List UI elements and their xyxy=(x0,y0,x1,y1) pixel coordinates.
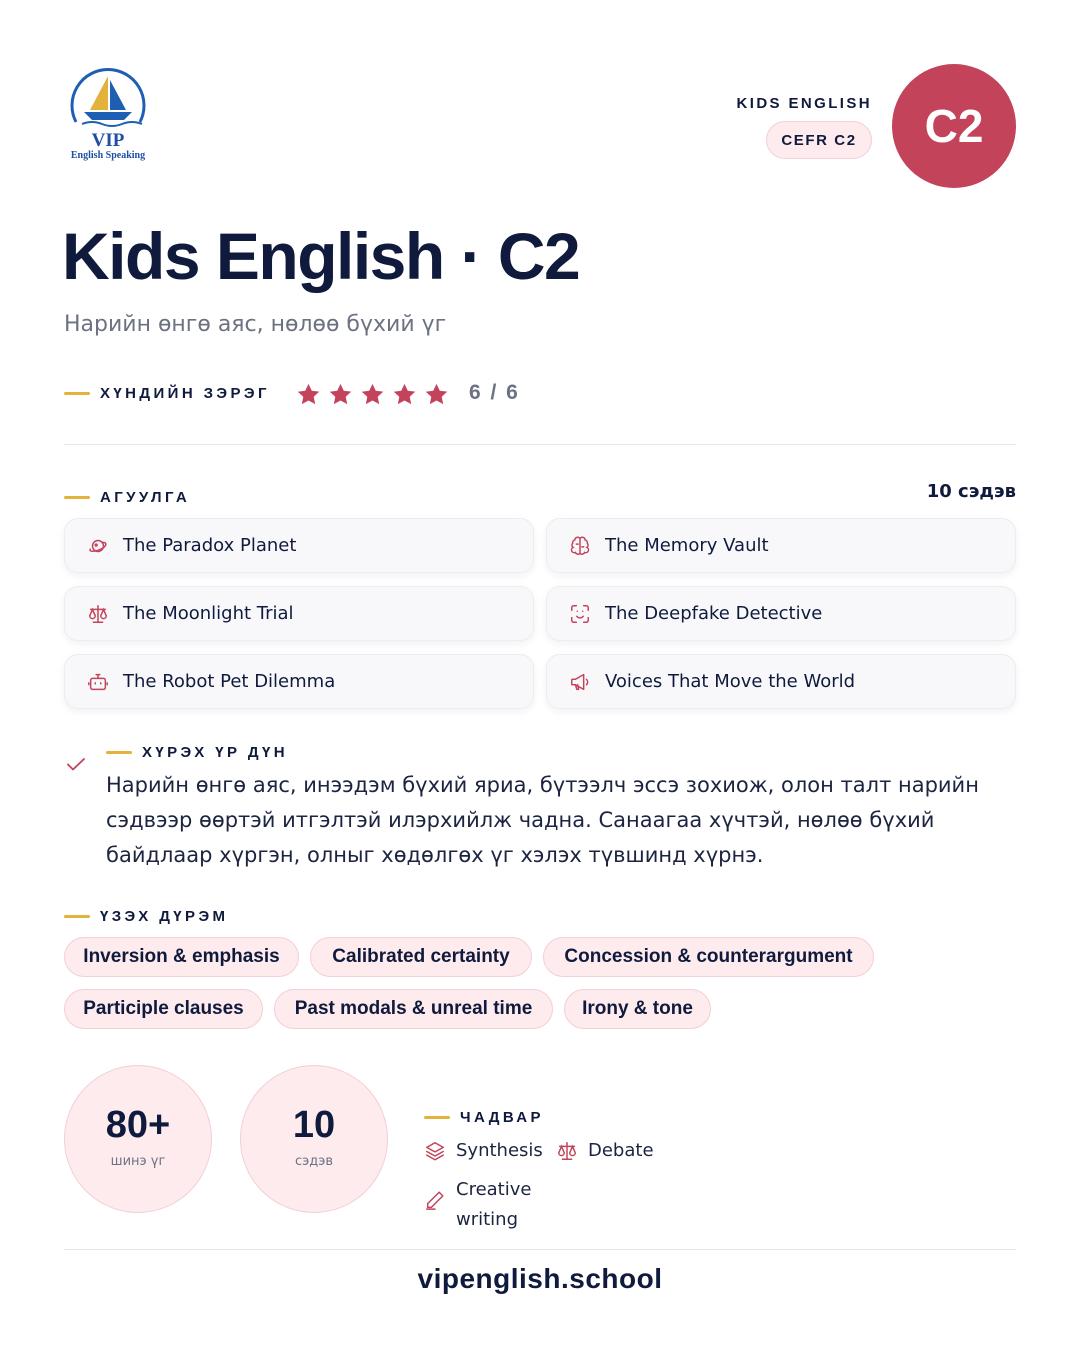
accent-dash xyxy=(64,392,90,395)
robot-icon xyxy=(87,671,109,693)
outcome-section-label xyxy=(106,744,288,761)
skill-synthesis xyxy=(424,1140,543,1162)
outcome-label: ХҮРЭХ ҮР ДҮН xyxy=(142,744,288,761)
content-section-label xyxy=(64,489,190,506)
topic-label: The Robot Pet Dilemma xyxy=(123,671,336,692)
topic-card[interactable] xyxy=(546,654,1016,709)
stat-words xyxy=(64,1065,212,1213)
planet-icon xyxy=(87,535,109,557)
stat-label: сэдэв xyxy=(294,1154,334,1169)
pen-icon xyxy=(424,1189,446,1211)
sailboat-logo-icon xyxy=(62,64,154,130)
page-subtitle: Нарийн өнгө аяс, нөлөө бүхий үг xyxy=(64,312,447,337)
logo-title: VIP xyxy=(91,130,125,151)
grammar-label: ҮЗЭХ ДҮРЭМ xyxy=(100,908,229,925)
grammar-chip: Participle clauses xyxy=(64,989,263,1029)
accent-dash xyxy=(64,496,90,499)
grammar-chip: Inversion & emphasis xyxy=(64,937,299,977)
logo-subtitle: English Speaking xyxy=(70,150,146,161)
accent-dash xyxy=(106,751,132,754)
level-badge: C2 xyxy=(892,64,1016,188)
topic-count: 10 сэдэв xyxy=(926,481,1016,502)
star-icon xyxy=(392,382,417,407)
stat-label: шинэ үг xyxy=(110,1154,166,1169)
skill-creative-writing xyxy=(424,1175,564,1235)
skill-label: Synthesis xyxy=(456,1140,543,1161)
stat-value: 10 xyxy=(292,1104,336,1146)
scales-icon xyxy=(556,1140,578,1162)
stat-value: 80+ xyxy=(105,1104,171,1146)
stat-topics xyxy=(240,1065,388,1213)
star-icon xyxy=(296,382,321,407)
topic-card[interactable] xyxy=(546,518,1016,573)
topic-card[interactable] xyxy=(64,586,534,641)
grammar-chip: Concession & counterargument xyxy=(543,937,874,977)
difficulty-section-label xyxy=(64,385,270,402)
topic-label: The Deepfake Detective xyxy=(605,603,823,624)
difficulty-stars xyxy=(296,382,449,407)
skills-section-label xyxy=(424,1109,544,1126)
page-title: Kids English · C2 xyxy=(62,219,580,293)
topic-card[interactable] xyxy=(546,586,1016,641)
difficulty-rating: 6 / 6 xyxy=(469,381,520,404)
divider xyxy=(64,1249,1016,1250)
megaphone-icon xyxy=(569,671,591,693)
topic-card[interactable] xyxy=(64,518,534,573)
star-icon xyxy=(424,382,449,407)
skill-label: Creative writing xyxy=(456,1179,532,1230)
scales-icon xyxy=(87,603,109,625)
skill-label: Debate xyxy=(588,1140,654,1161)
star-icon xyxy=(360,382,385,407)
accent-dash xyxy=(64,915,90,918)
topic-label: The Moonlight Trial xyxy=(123,603,294,624)
grammar-chip: Irony & tone xyxy=(564,989,711,1029)
grammar-chip: Past modals & unreal time xyxy=(274,989,553,1029)
brain-icon xyxy=(569,535,591,557)
website-url[interactable]: vipenglish.school xyxy=(417,1263,663,1294)
skills-label: ЧАДВАР xyxy=(460,1109,544,1126)
checkmark-icon xyxy=(64,752,88,776)
difficulty-label: ХҮНДИЙН ЗЭРЭГ xyxy=(100,385,270,402)
content-label: АГУУЛГА xyxy=(100,489,191,506)
program-label: KIDS ENGLISH xyxy=(736,95,872,112)
topic-card[interactable] xyxy=(64,654,534,709)
grammar-chip: Calibrated certainty xyxy=(310,937,532,977)
star-icon xyxy=(328,382,353,407)
topic-label: Voices That Move the World xyxy=(605,671,856,692)
outcome-text: Нарийн өнгө аяс, инээдэм бүхий яриа, бүтээлч эссэ зохиож, олон талт нарийн сэдвээр өөртэй итгэлтэй илэрхийлж чадна. Санаагаа хүчтэй, нөлөө бүхий байдлаар хүргэн, олныг хөдөлгөх үг хэлэх түвшинд хүрнэ. xyxy=(106,773,979,867)
layers-icon xyxy=(424,1140,446,1162)
topic-label: The Memory Vault xyxy=(605,535,769,556)
grammar-section-label xyxy=(64,908,228,925)
logo xyxy=(62,64,158,164)
face-scan-icon xyxy=(569,603,591,625)
divider xyxy=(64,444,1016,445)
accent-dash xyxy=(424,1116,450,1119)
cefr-badge: CEFR C2 xyxy=(766,121,872,159)
skill-debate xyxy=(556,1140,654,1162)
topic-label: The Paradox Planet xyxy=(123,535,297,556)
